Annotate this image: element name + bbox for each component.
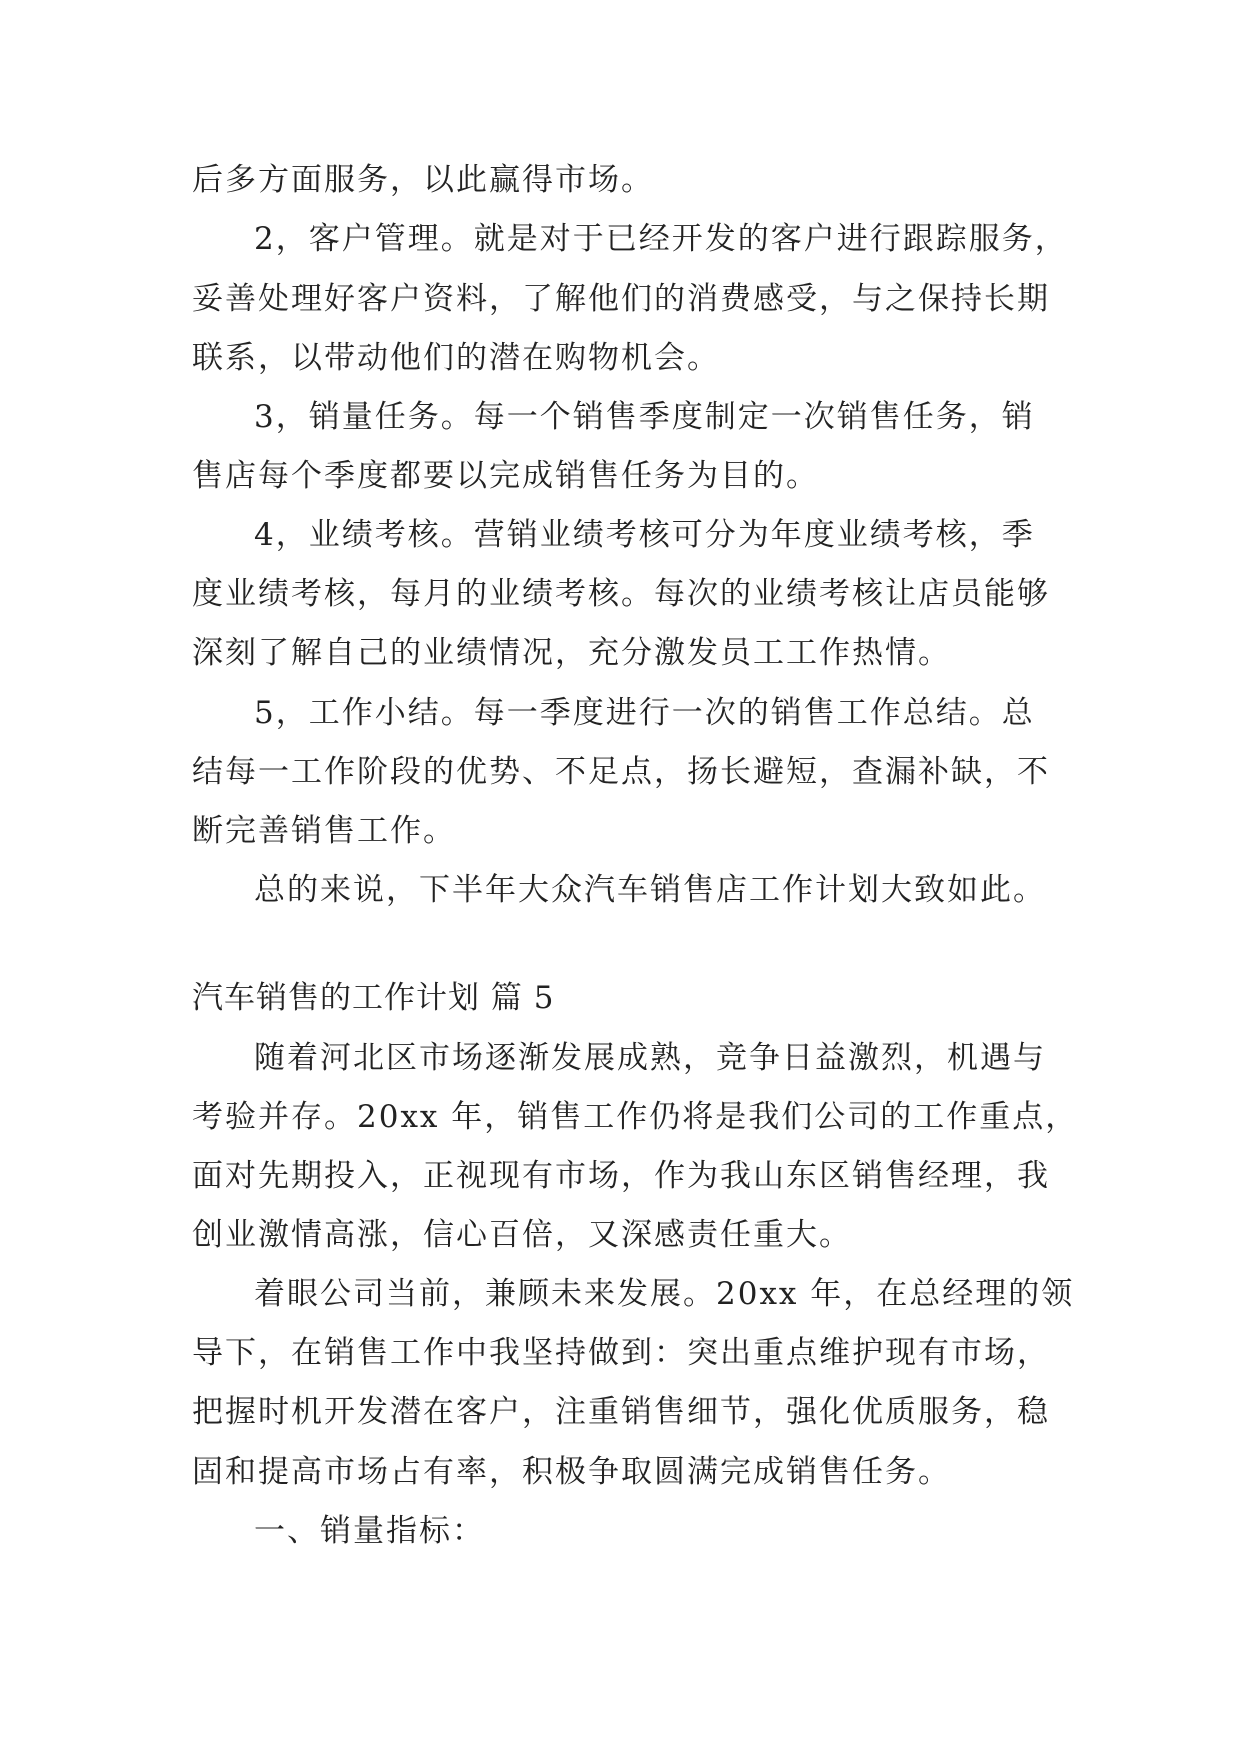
text-line: 着眼公司当前，兼顾未来发展。20xx 年，在总经理的领 xyxy=(254,1276,1075,1312)
text-line: 4，业绩考核。营销业绩考核可分为年度业绩考核，季 xyxy=(254,517,1035,553)
text-line: 后多方面服务，以此赢得市场。 xyxy=(192,162,654,198)
text-line: 2，客户管理。就是对于已经开发的客户进行跟踪服务， xyxy=(254,221,1068,257)
text-line: 总的来说，下半年大众汽车销售店工作计划大致如此。 xyxy=(254,872,1046,908)
text-line: 导下，在销售工作中我坚持做到：突出重点维护现有市场， xyxy=(192,1335,1050,1371)
section-heading: 汽车销售的工作计划 篇 5 xyxy=(192,980,555,1016)
text-line: 面对先期投入，正视现有市场，作为我山东区销售经理，我 xyxy=(192,1158,1050,1194)
text-line: 深刻了解自己的业绩情况，充分激发员工工作热情。 xyxy=(192,635,951,671)
text-line: 把握时机开发潜在客户，注重销售细节，强化优质服务，稳 xyxy=(192,1394,1050,1430)
text-line: 5，工作小结。每一季度进行一次的销售工作总结。总 xyxy=(254,695,1035,731)
text-line: 联系，以带动他们的潜在购物机会。 xyxy=(192,340,720,376)
text-line: 一、销量指标： xyxy=(254,1513,485,1549)
text-line: 考验并存。20xx 年，销售工作仍将是我们公司的工作重点， xyxy=(192,1099,1079,1135)
text-line: 创业激情高涨，信心百倍，又深感责任重大。 xyxy=(192,1217,852,1253)
text-line: 度业绩考核，每月的业绩考核。每次的业绩考核让店员能够 xyxy=(192,576,1050,612)
text-line: 随着河北区市场逐渐发展成熟，竞争日益激烈，机遇与 xyxy=(254,1040,1046,1076)
text-line: 固和提高市场占有率，积极争取圆满完成销售任务。 xyxy=(192,1454,951,1490)
text-line: 3，销量任务。每一个销售季度制定一次销售任务，销 xyxy=(254,399,1035,435)
text-line: 妥善处理好客户资料，了解他们的消费感受，与之保持长期 xyxy=(192,281,1050,317)
text-line: 售店每个季度都要以完成销售任务为目的。 xyxy=(192,458,819,494)
text-line: 断完善销售工作。 xyxy=(192,813,456,849)
text-line: 结每一工作阶段的优势、不足点，扬长避短，查漏补缺，不 xyxy=(192,754,1050,790)
